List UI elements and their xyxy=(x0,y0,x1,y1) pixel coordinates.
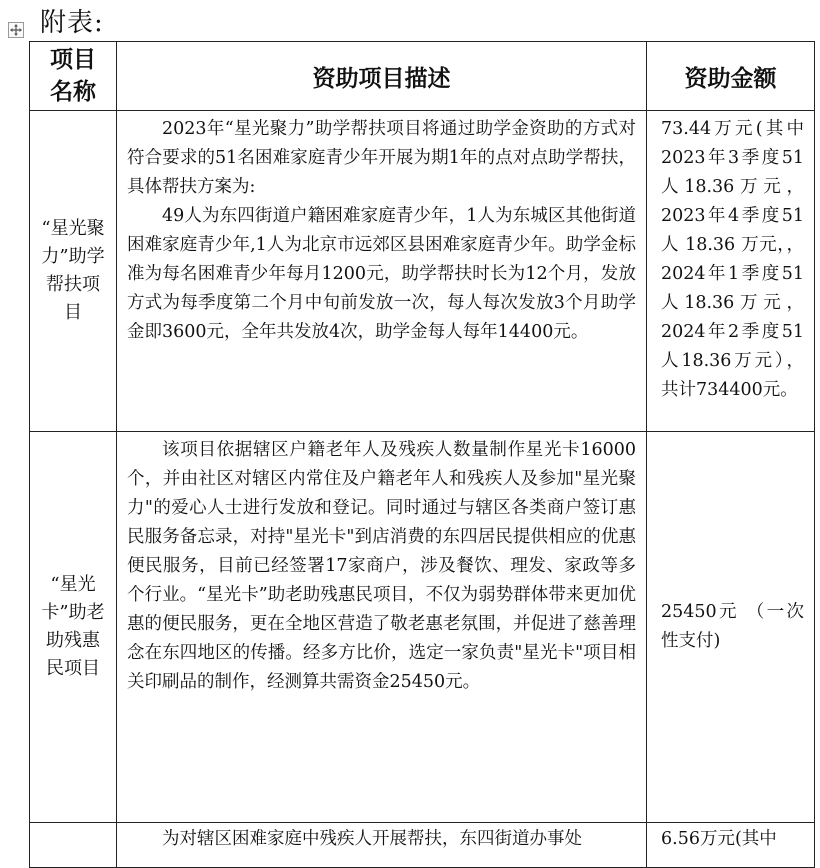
desc-paragraph: 该项目依据辖区户籍老年人及残疾人数量制作星光卡16000个，并由社区对辖区内常住及户籍老年人和残疾人及参加"星光聚力"的爱心人士进行发放和登记。同时通过与辖区各类商户签订惠民服务备忘录，对持"星光卡"到店消费的东四居民提供相应的优惠便民服务，目前已经签署17家商户，涉及餐饮、理发、家政等多个行业。“星光卡”助老助残惠民项目，不仅为弱势群体带来更加优惠的便民服务，更在全地区营造了敬老惠老氛围，并促进了慈善理念在东四地区的传播。经多方比价，选定一家负责"星光卡"项目相关印刷品的制作，经测算共需资金25450元。 xyxy=(127,440,636,692)
desc-paragraph: 49人为东四街道户籍困难家庭青少年，1人为东城区其他街道困难家庭青少年,1人为北京市远郊区县困难家庭青少年。助学金标准为每名困难青少年每月1200元，助学帮扶时长为12个月，发放方式为每季度第二个月中旬前发放一次，每人每次发放3个月助学金即3600元，全年共发放4次，助学金每人每年14400元。 xyxy=(127,206,636,342)
project-name-cell: “星光卡”助老助残惠民项目 xyxy=(30,432,117,823)
move-arrows-icon xyxy=(10,24,22,36)
amount-cell: 25450元 （一次性支付) xyxy=(647,432,815,823)
project-name-cell: “星光聚力”助学帮扶项目 xyxy=(30,111,117,432)
table-header-row xyxy=(30,42,815,111)
project-desc-cell xyxy=(117,111,647,432)
desc-paragraph: 2023年“星光聚力”助学帮扶项目将通过助学金资助的方式对符合要求的51名困难家庭青少年开展为期1年的点对点助学帮扶，具体帮扶方案为: xyxy=(127,119,636,197)
project-desc-cell: 为对辖区困难家庭中残疾人开展帮扶，东四街道办事处 xyxy=(117,823,647,868)
header-project-name: 项目名称 xyxy=(30,42,117,111)
header-project-desc: 资助项目描述 xyxy=(117,42,647,111)
amount-cell: 6.56万元(其中 xyxy=(647,823,815,868)
header-amount: 资助金额 xyxy=(647,42,815,111)
table-row xyxy=(30,823,815,868)
project-name-cell xyxy=(30,823,117,868)
amount-cell: 73.44万元(其中2023年3季度51人18.36万元，2023年4季度51人 18.36 万元，，2024年1季度51人18.36万元，2024年2季度51人18.36万元），共计734400元。 xyxy=(647,111,815,432)
table-move-handle[interactable] xyxy=(8,22,24,38)
page-title: 附表: xyxy=(40,8,104,38)
funding-table-wrapper xyxy=(29,41,815,868)
funding-table xyxy=(29,41,815,868)
project-desc-cell xyxy=(117,432,647,823)
table-row xyxy=(30,111,815,432)
table-row xyxy=(30,432,815,823)
